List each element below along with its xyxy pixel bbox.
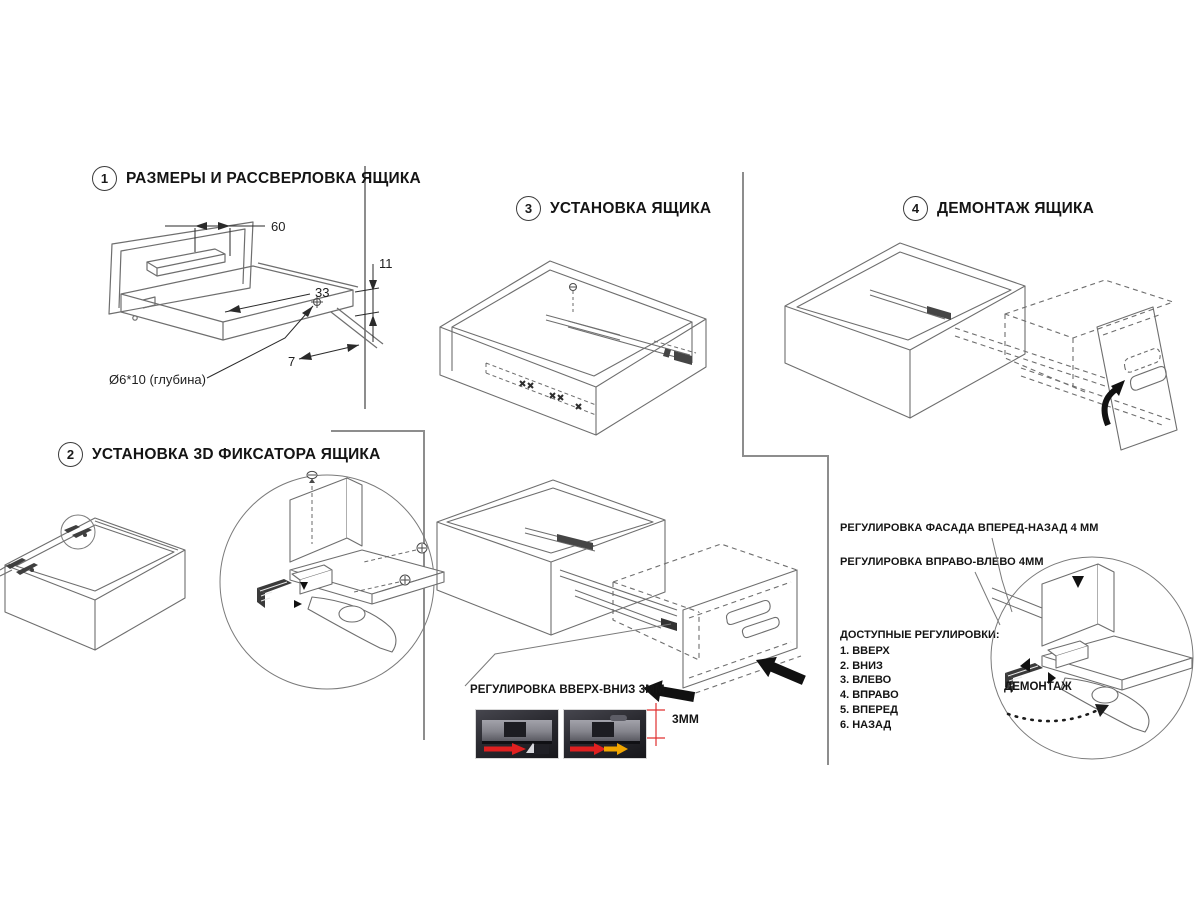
screw-top-icon bbox=[307, 471, 317, 483]
adjust-left-right-label: РЕГУЛИРОВКА ВПРАВО-ВЛЕВО 4ММ bbox=[840, 556, 1044, 568]
divider-s2-corner-h bbox=[331, 430, 424, 432]
drawer-dimensions-drawing bbox=[95, 196, 395, 401]
orange-arrow-icon bbox=[604, 743, 628, 755]
adjustment-photo-after bbox=[564, 710, 646, 758]
measure-crosshair-icon bbox=[642, 700, 670, 750]
red-arrow-icon bbox=[570, 743, 606, 755]
section4-title: ДЕМОНТАЖ ЯЩИКА bbox=[937, 200, 1095, 217]
section1-number-badge: 1 bbox=[92, 166, 117, 191]
dim-33-label: 33 bbox=[315, 285, 330, 300]
dim-11-label: 11 bbox=[379, 256, 393, 271]
dim-60-label: 60 bbox=[271, 219, 286, 234]
dim-7-label: 7 bbox=[288, 354, 296, 369]
adjustment-photo-before bbox=[476, 710, 558, 758]
mounting-marks bbox=[520, 381, 581, 409]
adjustment-item: 5. ВПЕРЕД bbox=[840, 703, 898, 716]
drawer-box-with-fixators-drawing bbox=[0, 500, 200, 675]
section3-number-badge: 3 bbox=[516, 196, 541, 221]
demontage-detail-circle-drawing bbox=[930, 528, 1200, 760]
divider-s3-s4-v-top bbox=[742, 172, 744, 456]
adjustment-item: 2. ВНИЗ bbox=[840, 659, 883, 672]
adjust-front-back-label: РЕГУЛИРОВКА ФАСАДА ВПЕРЕД-НАЗАД 4 ММ bbox=[840, 522, 1099, 534]
drawer-removal-drawing bbox=[775, 228, 1185, 473]
drawer-insertion-drawing bbox=[425, 470, 825, 720]
divider-s3-s4-v-bottom bbox=[827, 455, 829, 765]
hole-spec-label: Ø6*10 (глубина) bbox=[109, 372, 206, 387]
section3-title: УСТАНОВКА ЯЩИКА bbox=[550, 200, 712, 217]
adjust-up-down-label: РЕГУЛИРОВКА ВВЕРХ-ВНИЗ 3ММ bbox=[470, 684, 665, 696]
screw-right-lower-icon bbox=[400, 575, 410, 585]
adjustment-item: 3. ВЛЕВО bbox=[840, 674, 892, 687]
raised-cam bbox=[610, 715, 627, 721]
section1-title: РАЗМЕРЫ И РАССВЕРЛОВКА ЯЩИКА bbox=[126, 170, 421, 187]
section4-number-badge: 4 bbox=[903, 196, 928, 221]
available-adjustments-title: ДОСТУПНЫЕ РЕГУЛИРОВКИ: bbox=[840, 629, 1000, 641]
screw-icon bbox=[570, 284, 577, 291]
clamp-icon bbox=[257, 579, 292, 608]
adjustment-item: 6. НАЗАД bbox=[840, 718, 892, 731]
demontage-label: ДЕМОНТАЖ bbox=[1004, 681, 1072, 693]
section2-title: УСТАНОВКА 3D ФИКСАТОРА ЯЩИКА bbox=[92, 446, 381, 463]
rail-tab bbox=[534, 745, 549, 754]
fixator-back-icon bbox=[61, 515, 95, 549]
cabinet-with-slides-drawing bbox=[428, 235, 718, 445]
fixator-left-icon bbox=[6, 558, 38, 575]
adjustment-item: 4. ВПРАВО bbox=[840, 689, 899, 702]
rail-notch bbox=[504, 722, 526, 737]
measure-3mm-label: 3ММ bbox=[672, 712, 699, 726]
rail-notch bbox=[592, 722, 614, 737]
demontage-motion-arc bbox=[1008, 710, 1098, 721]
adjustment-item: 1. ВВЕРХ bbox=[840, 644, 890, 657]
fixator-detail-circle-drawing bbox=[212, 462, 452, 697]
red-arrow-icon bbox=[484, 743, 526, 755]
section2-number-badge: 2 bbox=[58, 442, 83, 467]
